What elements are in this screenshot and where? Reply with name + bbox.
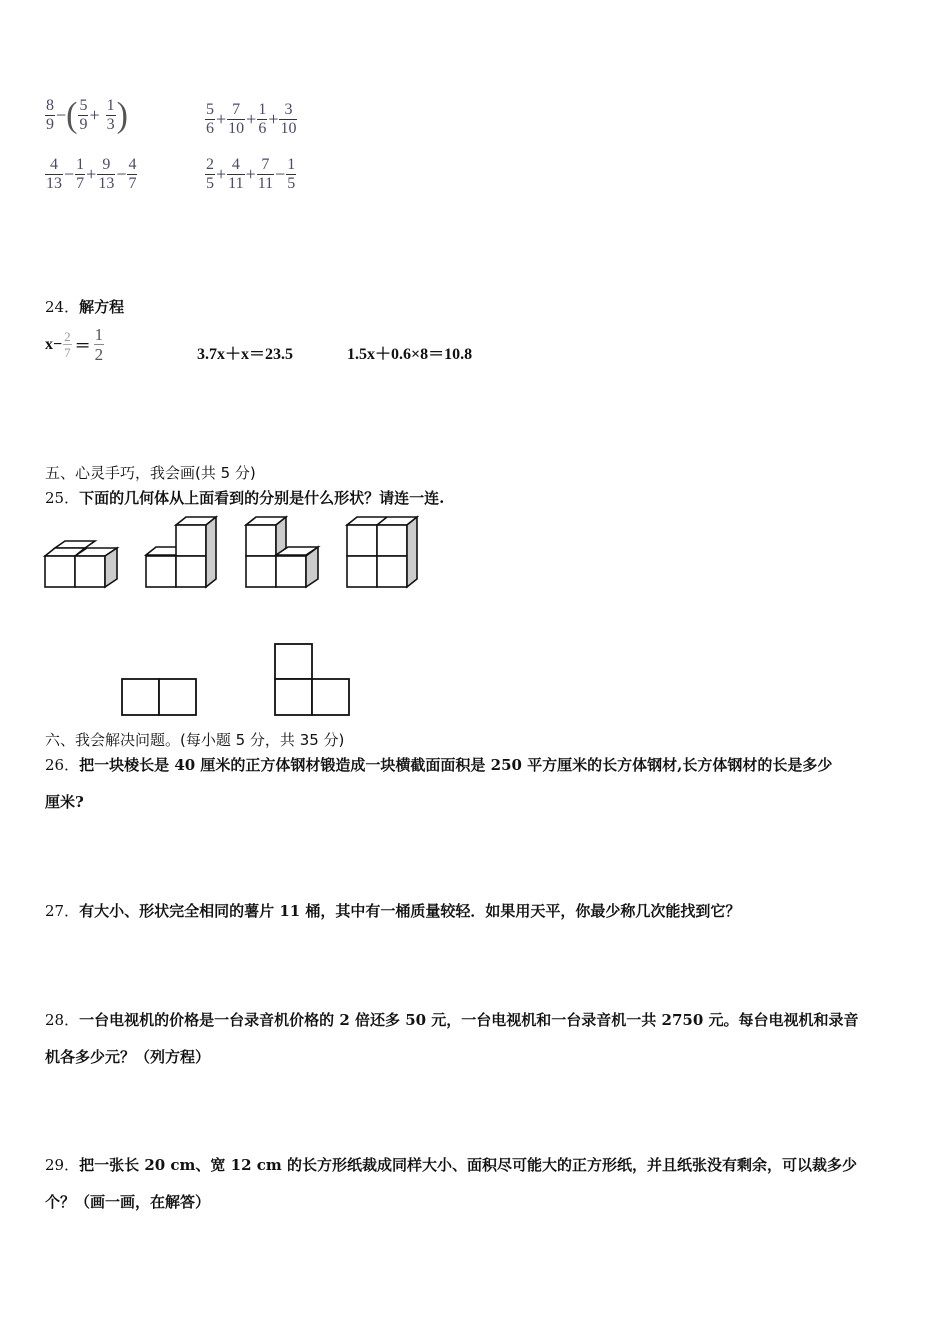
fraction: $\frac{2}{7}$ — [64, 329, 71, 360]
question-29-line-1: 29．把一张长 20 cm、宽 12 cm 的长方形纸裁成同样大小、面积尽可能大的正方形纸，并且纸张没有剩余，可以裁多少 — [45, 1156, 857, 1174]
fraction: $\frac{7}{10}$ — [228, 101, 245, 137]
expression-4: $\frac{2}{5}$ + $\frac{4}{11}$ + $\frac{7}{11}$ − $\frac{1}{5}$ — [206, 156, 296, 192]
question-26-line-2: 厘米? — [45, 793, 84, 811]
fraction: $\frac{4}{7}$ — [128, 156, 137, 192]
fraction: $\frac{5}{9}$ — [79, 97, 88, 133]
fraction: $\frac{7}{11}$ — [257, 156, 274, 192]
expression-1: $\frac{8}{9}$ − ( $\frac{5}{9}$ + $\frac{1}{3}$ ) — [46, 95, 128, 135]
question-29-line-2: 个？（画一画，在解答） — [45, 1193, 211, 1211]
cube-figure-2 — [146, 517, 218, 589]
top-view-shape-2 — [274, 643, 352, 717]
fraction: $\frac{3}{10}$ — [280, 101, 297, 137]
section-6-title: 六、我会解决问题。(每小题 5 分，共 35 分) — [45, 731, 345, 749]
equation-3: 1.5x＋0.6×8＝10.8 — [347, 346, 473, 363]
fraction: $\frac{2}{5}$ — [206, 156, 214, 192]
fraction: $\frac{8}{9}$ — [46, 97, 54, 133]
equation-2: 3.7x＋x＝23.5 — [197, 346, 294, 363]
fraction: $\frac{4}{13}$ — [46, 156, 62, 192]
fraction: $\frac{9}{13}$ — [98, 156, 115, 192]
cube-figure-3 — [246, 517, 320, 589]
question-27: 27．有大小、形状完全相同的薯片 11 桶，其中有一桶质量较轻．如果用天平，你最少称几次能找到它？ — [45, 902, 741, 920]
fraction: $\frac{1}{6}$ — [258, 101, 267, 137]
cube-figure-4 — [347, 517, 419, 589]
cube-figure-1 — [45, 538, 117, 588]
fraction: $\frac{1}{3}$ — [106, 97, 115, 133]
expression-3: $\frac{4}{13}$ − $\frac{1}{7}$ + $\frac{9}{13}$ − $\frac{4}{7}$ — [46, 156, 137, 192]
question-25: 25．下面的几何体从上面看到的分别是什么形状？请连一连. — [45, 489, 445, 507]
fraction: $\frac{5}{6}$ — [206, 101, 214, 137]
fraction: $\frac{1}{5}$ — [287, 156, 296, 192]
expression-2: $\frac{5}{6}$ + $\frac{7}{10}$ + $\frac{1}{6}$ + $\frac{3}{10}$ — [206, 101, 297, 137]
question-24-heading: 24．解方程 — [45, 298, 125, 316]
question-26-line-1: 26．把一块棱长是 40 厘米的正方体钢材锻造成一块横截面面积是 250 平方厘米的长方体钢材,长方体钢材的长是多少 — [45, 756, 833, 774]
fraction: $\frac{1}{7}$ — [76, 156, 85, 192]
top-view-shape-1 — [121, 678, 199, 716]
section-5-title: 五、心灵手巧，我会画(共 5 分) — [45, 464, 256, 482]
question-28-line-1: 28．一台电视机的价格是一台录音机价格的 2 倍还多 50 元，一台电视机和一台录音机一共 2750 元。每台电视机和录音 — [45, 1011, 859, 1029]
fraction: $\frac{4}{11}$ — [228, 156, 244, 192]
fraction: $\frac{1}{2}$ — [94, 325, 104, 364]
question-28-line-2: 机各多少元？（列方程） — [45, 1048, 211, 1066]
equation-1: x− $\frac{2}{7}$ ＝ $\frac{1}{2}$ — [45, 325, 104, 364]
